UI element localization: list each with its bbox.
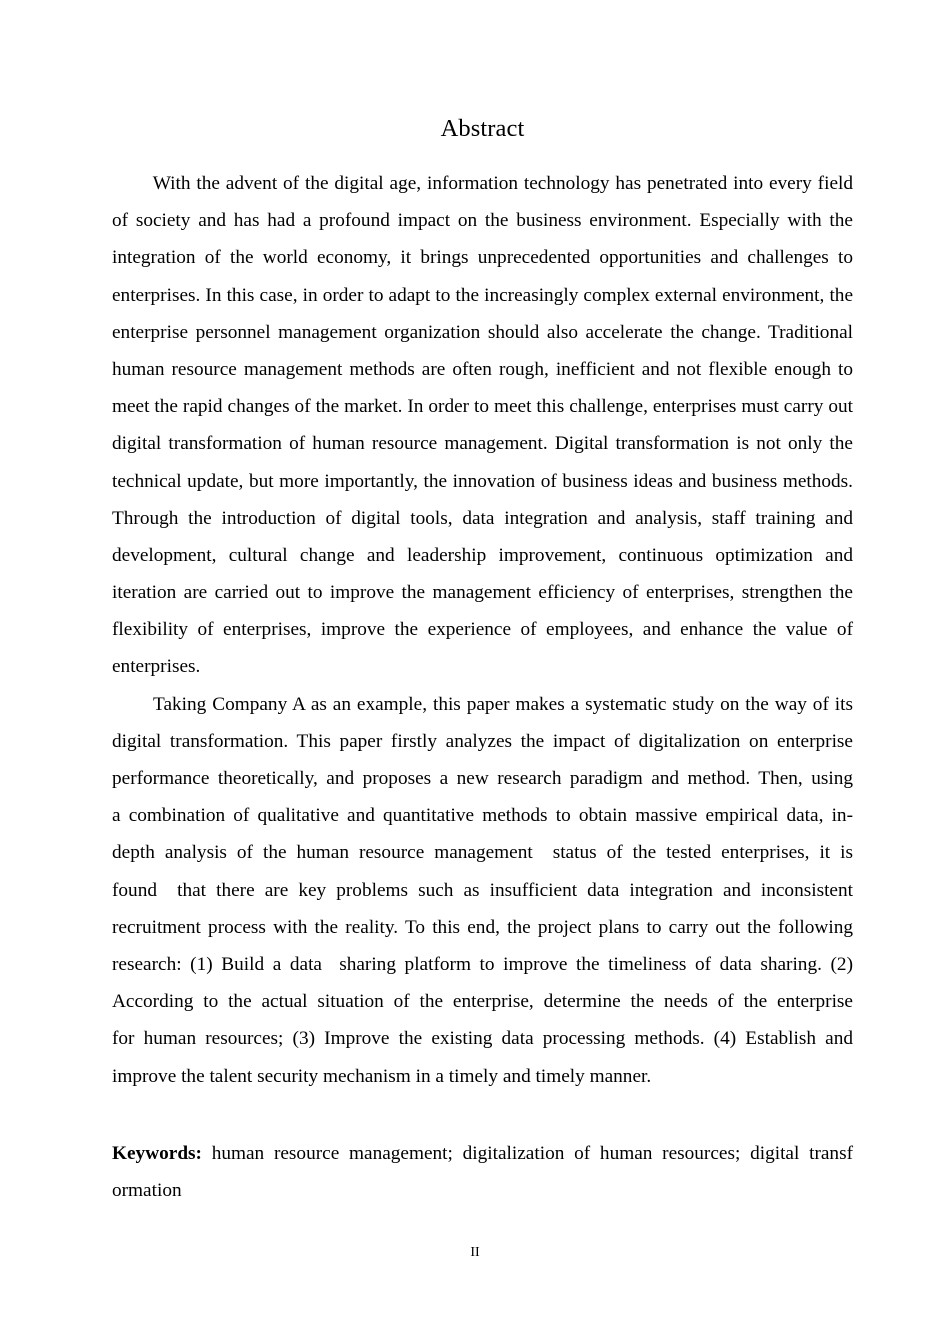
text-line: enterprises. xyxy=(112,656,201,678)
text-line: technical update, but more importantly, the innovation of business ideas and business methods. xyxy=(112,470,853,492)
keywords-text-first-line: human resource management; digitalization of human resources; digital transf xyxy=(201,1142,853,1164)
keywords-line: ormation xyxy=(112,1179,182,1201)
text-line: Taking Company A as an example, this paper makes a systematic study on the way of its xyxy=(112,693,853,715)
text-line: Through the introduction of digital tools, data integration and analysis, staff training and xyxy=(112,507,853,529)
page-title: Abstract xyxy=(440,115,525,142)
text-line: for human resources; (3) Improve the existing data processing methods. (4) Establish and xyxy=(112,1028,853,1050)
text-line: integration of the world economy, it brings unprecedented opportunities and challenges to xyxy=(112,247,853,269)
text-line: meet the rapid changes of the market. In order to meet this challenge, enterprises must carry out xyxy=(112,396,853,418)
text-line: development, cultural change and leadership improvement, continuous optimization and xyxy=(112,544,853,566)
text-line: found that there are key problems such as insufficient data integration and inconsistent xyxy=(112,879,853,901)
text-line: With the advent of the digital age, information technology has penetrated into every field xyxy=(112,173,853,194)
text-line: research: (1) Build a data sharing platform to improve the timeliness of data sharing. (2) xyxy=(112,953,853,975)
text-line: a combination of qualitative and quantitative methods to obtain massive empirical data, in- xyxy=(112,805,853,827)
text-line: performance theoretically, and proposes a new research paradigm and method. Then, using xyxy=(112,768,853,789)
keywords-label: Keywords: xyxy=(112,1142,202,1164)
page-number-footer: II xyxy=(470,1245,480,1260)
keywords-section xyxy=(112,1135,853,1209)
page-content xyxy=(112,112,853,1209)
text-line: According to the actual situation of the enterprise, determine the needs of the enterprise xyxy=(112,991,853,1013)
text-line: of society and has had a profound impact on the business environment. Especially with the xyxy=(112,210,853,232)
text-line: recruitment process with the reality. To this end, the project plans to carry out the following xyxy=(112,916,853,938)
text-line: improve the talent security mechanism in a timely and timely manner. xyxy=(112,1065,652,1087)
abstract-paragraph-2 xyxy=(112,686,853,1095)
text-line: human resource management methods are often rough, inefficient and not flexible enough to xyxy=(112,358,853,380)
text-line: digital transformation of human resource management. Digital transformation is not only the xyxy=(112,433,853,455)
text-line: depth analysis of the human resource management status of the tested enterprises, it is xyxy=(112,842,853,864)
text-line: digital transformation. This paper firstly analyzes the impact of digitalization on enterprise xyxy=(112,730,853,752)
text-line: enterprise personnel management organization should also accelerate the change. Traditional xyxy=(112,321,853,343)
abstract-paragraph-1 xyxy=(112,165,853,686)
text-line: enterprises. In this case, in order to adapt to the increasingly complex external environment, the xyxy=(112,284,853,306)
text-line: flexibility of enterprises, improve the experience of employees, and enhance the value of xyxy=(112,619,853,641)
text-line: iteration are carried out to improve the management efficiency of enterprises, strengthen the xyxy=(112,582,853,604)
keywords-line xyxy=(112,1135,853,1172)
